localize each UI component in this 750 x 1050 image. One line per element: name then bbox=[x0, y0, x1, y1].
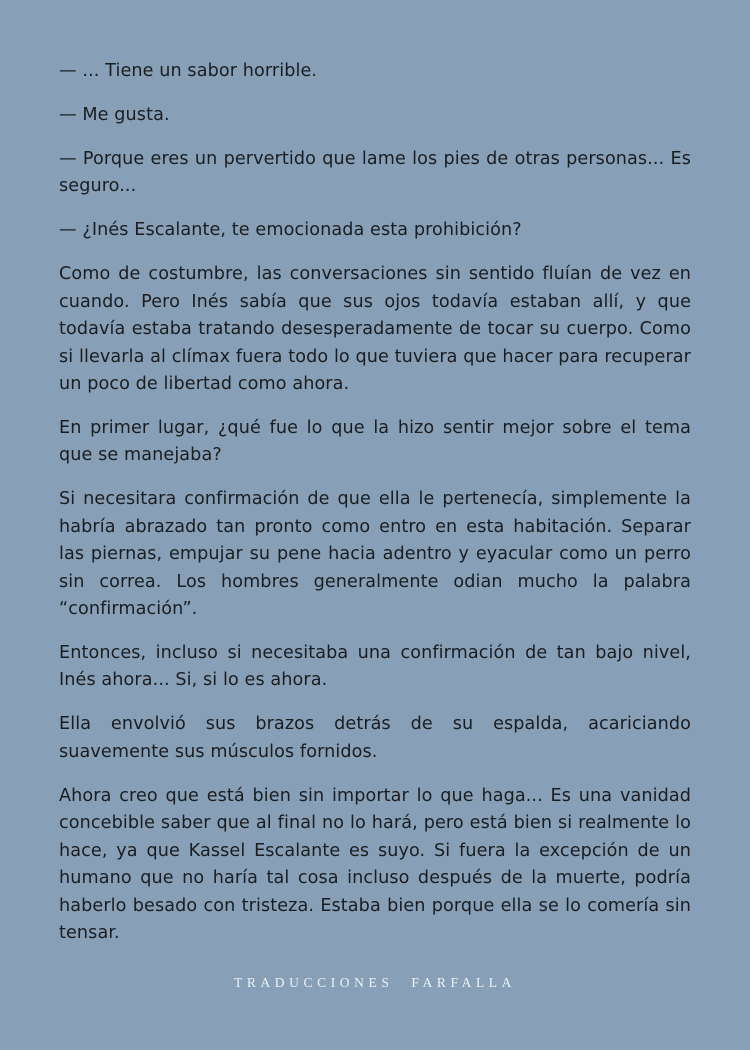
paragraph: Ella envolvió sus brazos detrás de su espalda, acariciando suavemente sus músculos fornidos. bbox=[59, 714, 691, 762]
dialogue-line: — Porque eres un pervertido que lame los pies de otras personas... Es seguro... bbox=[59, 149, 691, 197]
paragraph: Como de costumbre, las conversaciones sin sentido fluían de vez en cuando. Pero Inés sabía que sus ojos todavía estaban allí, y que todavía estaba tratando desesperadamente de tocar su cuerpo. Como si llevarla al clímax fuera todo lo que tuviera que hacer para recuperar un poco de libertad como ahora. bbox=[59, 264, 691, 395]
paragraph: Entonces, incluso si necesitaba una confirmación de tan bajo nivel, Inés ahora... Si, si lo es ahora. bbox=[59, 643, 691, 691]
paragraph: Ahora creo que está bien sin importar lo que haga... Es una vanidad concebible saber que al final no lo hará, pero está bien si realmente lo hace, ya que Kassel Escalante es suyo. Si fuera la excepción de un humano que no haría tal cosa incluso después de la muerte, podría haberlo besado con tristeza. Estaba bien porque ella se lo comería sin tensar. bbox=[59, 785, 691, 943]
dialogue-line: — ¿Inés Escalante, te emocionada esta prohibición? bbox=[59, 220, 522, 241]
paragraph: Si necesitara confirmación de que ella le pertenecía, simplemente la habría abrazado tan pronto como entro en esta habitación. Separar las piernas, empujar su pene hacia adentro y eyacular como un perro sin correa. Los hombres generalmente odian mucho la palabra “confirmación”. bbox=[59, 489, 691, 620]
dialogue-line: — ... Tiene un sabor horrible. bbox=[59, 61, 318, 81]
footer-credit: TRADUCCIONES FARFALLA bbox=[234, 975, 516, 990]
page-body bbox=[59, 58, 691, 964]
paragraph: En primer lugar, ¿qué fue lo que la hizo sentir mejor sobre el tema que se manejaba? bbox=[59, 418, 691, 466]
dialogue-line: — Me gusta. bbox=[59, 105, 170, 125]
